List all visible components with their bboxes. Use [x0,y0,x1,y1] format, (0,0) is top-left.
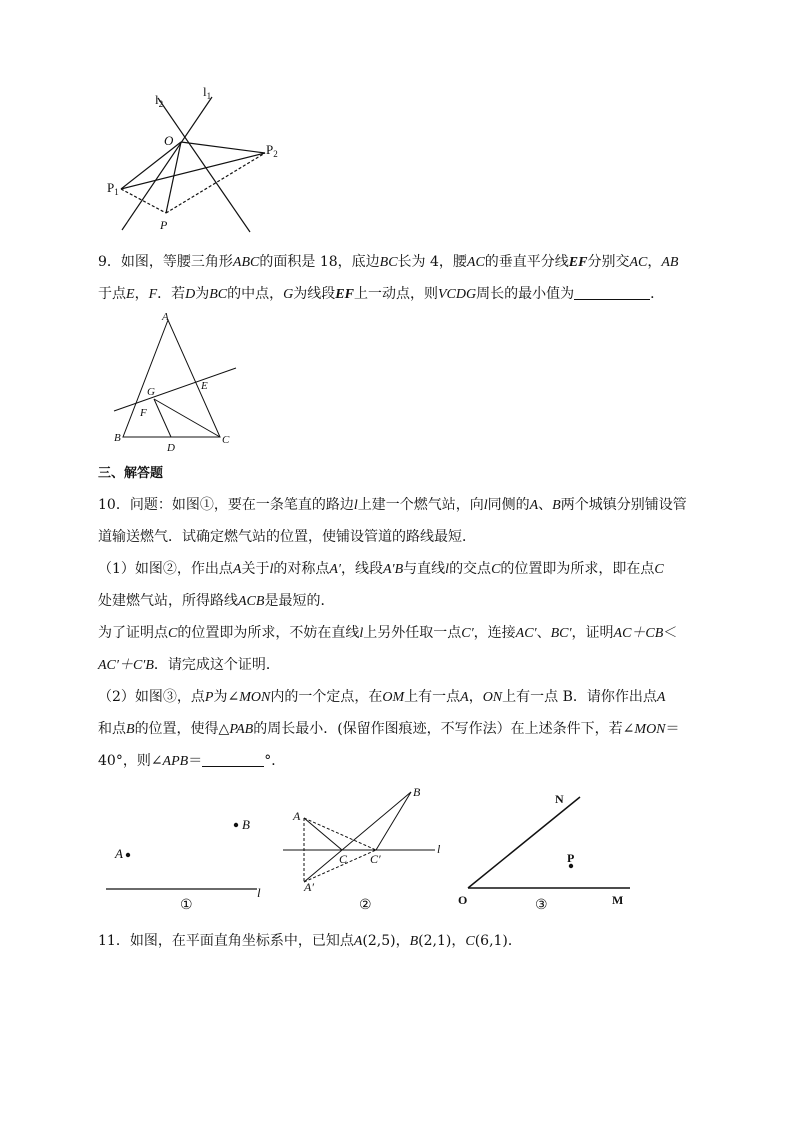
dashed-p1-p [121,189,166,213]
figure-q8 [100,80,300,240]
segment-c-prime-b [376,792,411,850]
line-ef [114,368,236,411]
q10-line-5: 为了证明点C的位置即为所求，不妨在直线l上另外任取一点C′，连接AC′、BC′，证明AC＋CB＜ [98,625,678,641]
label-g: G [147,386,155,398]
answer-blank-q10[interactable] [202,752,264,767]
point-b-fig1 [234,823,238,827]
label-c-prime-fig2: C′ [370,852,381,866]
q10-line-4: 处建燃气站，所得路线ACB是最短的． [98,593,335,609]
point-a-fig1 [126,853,130,857]
q10-line-7: （2）如图③，点P为∠MON内的一个定点，在OM上有一点A，ON上有一点 B．请你作出点A [98,689,666,705]
label-a-fig1: A [115,846,123,861]
label-f: F [140,407,147,419]
q11-line-1: 11．如图，在平面直角坐标系中，已知点A(2,5)，B(2,1)，C(6,1)． [98,933,522,949]
segment-o-p2 [181,142,265,153]
q10-line-1: 10．问题：如图①，要在一条笔直的路边l上建一个燃气站，向l同侧的A、B两个城镇分别铺设管 [98,497,687,513]
label-p-fig3: P [567,851,575,865]
label-a: A [162,311,169,323]
q10-line-8: 和点B的位置，使得△PAB的周长最小．(保留作图痕迹，不写作法）在上述条件下，若∠MON＝ [98,721,680,737]
section-title: 三、解答题 [98,466,164,481]
q10-line-2: 道输送燃气．试确定燃气站的位置，使铺设管道的路线最短． [98,529,476,545]
dashed-p-p2 [166,153,265,213]
label-l-fig1: l [257,885,261,900]
label-l2: $l_2$ [155,92,164,109]
segment-g-c [154,399,220,437]
dashed-a-c-prime [304,818,376,850]
q10-line-3: （1）如图②，作出点A关于l的对称点A′，线段A′B与直线l的交点C的位置即为所求，即在点C [98,561,664,577]
figure-q10-3 [450,785,650,915]
caption-fig3: ③ [535,898,548,913]
label-a-fig2: A [293,809,301,823]
line-l2 [158,98,250,232]
label-c-fig2: C [339,852,348,866]
segment-aprime-b [304,792,411,882]
q10-line-9: 40°，则∠APB＝ °． [98,753,286,769]
label-b-fig1: B [242,817,250,832]
label-n-fig3: N [555,792,564,806]
ray-on [468,797,580,888]
label-o-fig3: O [458,893,468,907]
segment-p1-p2 [121,153,265,189]
caption-fig1: ① [180,898,193,913]
label-p: P [160,218,168,232]
label-m-fig3: M [612,893,624,907]
label-e: E [201,380,208,392]
answer-blank-q9[interactable] [574,285,650,300]
label-b: B [114,432,121,444]
label-p2: $P_2$ [266,142,278,159]
label-l-fig2: l [437,842,441,856]
q10-line-6: AC′＋C′B．请完成这个证明． [98,657,280,673]
figure-q10-1 [100,805,280,915]
label-b-fig2: B [413,785,421,799]
label-l1: $l_1$ [203,84,212,101]
q9-line-2: 于点E，F．若D为BC的中点，G为线段EF上一动点，则VCDG周长的最小值为 ． [98,286,665,302]
label-d: D [167,442,175,454]
segment-a-c [304,818,342,850]
figure-q10-2 [280,780,460,915]
q9-line-1: 9．如图，等腰三角形ABC的面积是 18，底边BC长为 4，腰AC的垂直平分线EF分别交AC，AB [98,254,679,270]
figure-q9 [105,305,245,455]
segment-g-d [154,399,171,437]
label-o: O [164,133,174,148]
label-c: C [222,434,230,446]
label-p1: $P_1$ [107,180,119,197]
caption-fig2: ② [359,898,372,913]
label-aprime-fig2: A′ [304,880,314,894]
